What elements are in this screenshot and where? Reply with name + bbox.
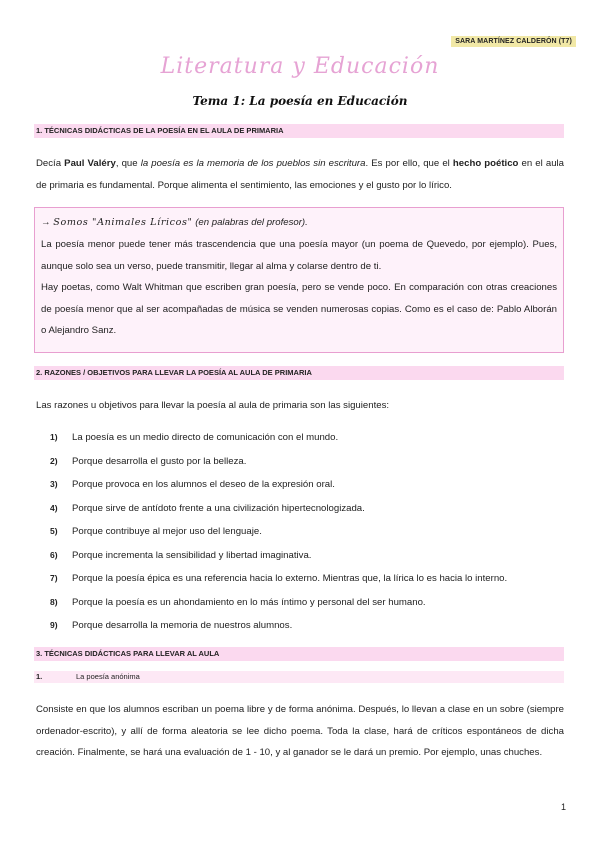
section-1-paragraph: Decía Paul Valéry, que la poesía es la memoria de los pueblos sin escritura. Es por ello, que el hecho poético en el aula de primaria es fundamental. Porque alimenta el sentimiento, las emociones y el gusto por lo lírico. <box>36 158 565 191</box>
document-title: Literatura y Educación <box>160 54 440 79</box>
section-3-heading: 3. TÉCNICAS DIDÁCTICAS PARA LLEVAR AL AULA <box>34 647 564 661</box>
list-item: 4) Porque sirve de antídoto frente a una civilización hipertecnologizada. <box>50 502 365 514</box>
reasons-list <box>50 426 564 638</box>
subheading-number: 1. <box>36 672 43 681</box>
subheading-label: La poesía anónima <box>76 672 140 681</box>
box-note: (en palabras del profesor). <box>195 217 308 228</box>
box-header <box>41 212 557 234</box>
list-item: 7) Porque la poesía épica es una referencia hacia lo externo. Mientras que, la lírica lo es hacia lo interno. <box>50 573 508 584</box>
section-1-heading: 1. TÉCNICAS DIDÁCTICAS DE LA POESÍA EN EL AULA DE PRIMARIA <box>34 124 564 138</box>
section-2-intro: Las razones u objetivos para llevar la poesía al aula de primaria son las siguientes: <box>36 400 390 411</box>
arrow-icon: → <box>41 217 51 228</box>
box-paragraph-2: Hay poetas, como Walt Whitman que escriben gran poesía, pero se vende poco. En comparación con otras creaciones de poesía menor que al ser acompañadas de música se venden numerosas copias. Como es el caso de: Pablo Alborán o Alejandro Sanz. <box>41 282 557 336</box>
bold-term: hecho poético <box>452 158 519 169</box>
box-paragraph-1: La poesía menor puede tener más trascendencia que una poesía mayor (un poema de Quevedo, por ejemplo). Pues, aunque solo sea un verso, puede transmitir, llegar al alma y colarse dentro de ti. <box>41 239 557 272</box>
page-number: 1 <box>560 802 566 812</box>
list-item: 5) Porque contribuye al mejor uso del lenguaje. <box>50 526 262 537</box>
list-item: 9) Porque desarrolla la memoria de nuestros alumnos. <box>50 620 293 631</box>
document-subtitle: Tema 1: La poesía en Educación <box>192 94 408 108</box>
box-script-title: Somos "Animales Líricos" <box>53 217 193 228</box>
highlight-box <box>34 207 564 353</box>
list-item: 2) Porque desarrolla el gusto por la belleza. <box>50 455 247 467</box>
list-item: 6) Porque incrementa la sensibilidad y libertad imaginativa. <box>50 549 312 561</box>
section-3-subheading <box>34 671 564 683</box>
author-name: Paul Valéry <box>64 158 116 169</box>
section-2-heading: 2. RAZONES / OBJETIVOS PARA LLEVAR LA POESÍA AL AULA DE PRIMARIA <box>34 366 564 380</box>
author-label: SARA MARTÍNEZ CALDERÓN (T7) <box>451 36 576 47</box>
list-item: 3) Porque provoca en los alumnos el deseo de la expresión oral. <box>50 479 335 490</box>
section-3-paragraph: Consiste en que los alumnos escriban un poema libre y de forma anónima. Después, lo llevan a clase en un sobre (siempre ordenador-escrito), y allí de forma aleatoria se lee dicho poema. Toda la clase, hará de críticos espontáneos de dicha creación. Finalmente, se hará una evaluación de 1 - 10, y al ganador se le dará un premio. Por ejemplo, unas chuches. <box>36 704 564 758</box>
list-item: 1) La poesía es un medio directo de comunicación con el mundo. <box>50 432 339 443</box>
list-item: 8) Porque la poesía es un ahondamiento en lo más íntimo y personal del ser humano. <box>50 596 426 608</box>
quote: la poesía es la memoria de los pueblos sin escritura <box>140 158 366 169</box>
